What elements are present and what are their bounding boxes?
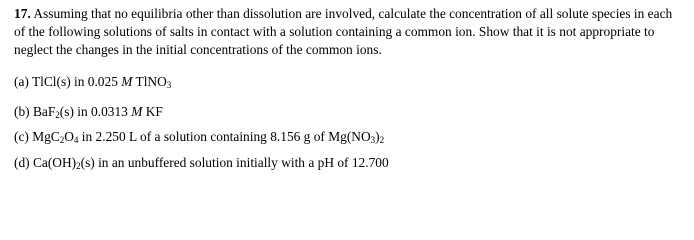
part-c-formula-b: O: [64, 129, 74, 144]
part-c-subscript-d: 2: [379, 135, 385, 145]
part-a-unit: M: [121, 74, 133, 89]
part-c-close: ): [375, 129, 380, 144]
part-b: [14, 103, 163, 121]
part-c: [14, 128, 384, 146]
part-c-middle: in 2.250 L of a solution containing 8.156 g of Mg(NO: [78, 129, 371, 144]
part-d: [14, 154, 389, 172]
part-b-middle: (s) in 0.0313: [59, 104, 132, 119]
part-b-suffix: KF: [142, 104, 163, 119]
question-paragraph: [14, 5, 686, 59]
question-text: Assuming that no equilibria other than dissolution are involved, calculate the concentration of all solute species in each of the following solutions of salts in contact with a solution containing a common ion. Show that it is not appropriate to neglect the changes in the initial concentrations of the common ions.: [14, 6, 673, 57]
part-b-subscript: 2: [55, 110, 60, 120]
part-c-subscript-c: 3: [370, 135, 376, 145]
part-d-subscript: 2: [76, 161, 81, 171]
part-a-prefix: (a) TlCl(s) in 0.025: [14, 74, 122, 89]
part-d-suffix: (s) in an unbuffered solution initially with a pH of 12.700: [80, 155, 389, 170]
part-c-formula-a: (c) MgC: [14, 129, 60, 144]
part-c-subscript-b: 4: [73, 135, 79, 145]
part-d-formula: (d) Ca(OH): [14, 155, 77, 170]
part-a-subscript: 3: [166, 80, 172, 90]
part-a-formula: TlNO: [132, 74, 167, 89]
part-c-subscript-a: 2: [59, 135, 65, 145]
part-b-unit: M: [131, 104, 143, 119]
question-number: 17.: [14, 6, 31, 21]
part-a: [14, 73, 171, 91]
part-b-formula: (b) BaF: [14, 104, 56, 119]
